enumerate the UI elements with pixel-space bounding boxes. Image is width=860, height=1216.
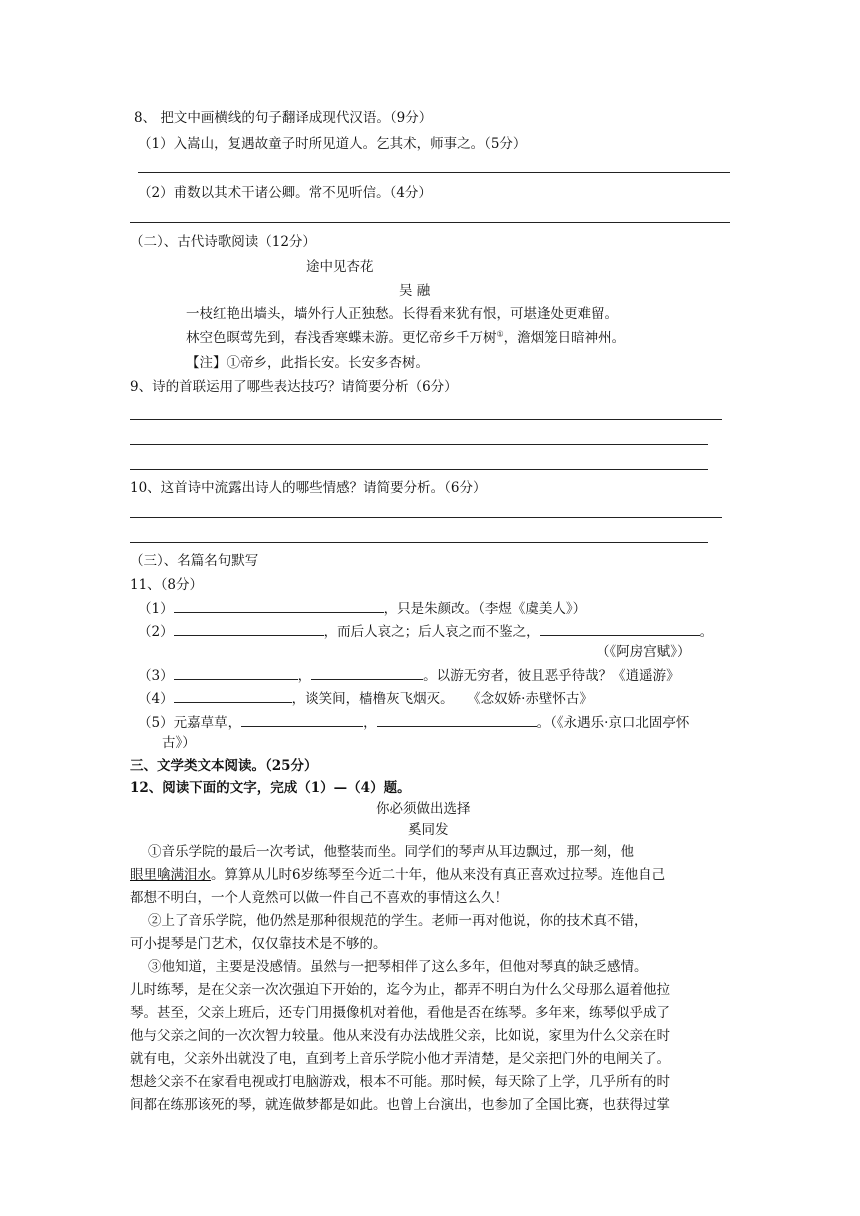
q8-prompt: 8、 把文中画横线的句子翻译成现代汉语。（9分） [134,110,433,126]
fill-blank[interactable] [174,599,384,613]
dictation-item-1: （1） ，只是朱颜改。（李煜《虞美人》） [138,601,587,617]
dictation-item-3: （3） ， 。以游无穷者，彼且恶乎待哉？《逍遥游》 [138,668,680,684]
article-para3-line7: 间都在练那该死的琴，就连做梦都是如此。也曾上台演出，也参加了全国比赛，也获得过掌 [130,1097,670,1113]
fill-blank[interactable] [311,666,423,680]
fill-blank[interactable] [241,713,363,727]
article-para2-line2: 可小提琴是门艺术，仅仅靠技术是不够的。 [130,936,387,952]
answer-line[interactable] [130,517,722,518]
article-para3-line5: 就有电，父亲外出就没了电，直到考上音乐学院小他才弄清楚，是父亲把门外的电闸关了。 [130,1051,670,1067]
fill-blank[interactable] [540,622,700,636]
article-para2-line1: ②上了音乐学院，他仍然是那种很规范的学生。老师一再对他说，你的技术真不错， [148,913,648,929]
dictation-item-2: （2） ，而后人哀之；后人哀之而不鉴之， 。 [138,624,714,640]
poem-line-2: 林空色暝莺先到，春浅香寒蝶未游。更忆帝乡千万树①，澹烟笼日暗神州。 [186,329,626,346]
fill-blank[interactable] [174,622,324,636]
q8-item2: （2）甫数以其术干诸公卿。常不见听信。（4分） [138,185,432,201]
fill-blank[interactable] [377,713,537,727]
article-para3-line1: ③他知道，主要是没感情。虽然与一把琴相伴了这么多年，但他对琴真的缺乏感情。 [148,959,648,975]
answer-line[interactable] [138,172,730,173]
article-para3-line4: 他与父亲之间的一次次智力较量。他从来没有办法战胜父亲，比如说，家里为什么父亲在时 [130,1028,670,1044]
q10-prompt: 10、这首诗中流露出诗人的哪些情感？请简要分析。（6分） [130,480,487,496]
fill-blank[interactable] [174,666,298,680]
article-para1-line2: 眼里噙满泪水。算算从儿时6岁练琴至今近二十年，他从来没有真正喜欢过拉琴。连他自己 [130,867,666,883]
answer-line[interactable] [130,469,708,470]
fill-blank[interactable] [174,689,292,703]
answer-line[interactable] [130,419,722,420]
answer-line[interactable] [130,444,708,445]
poem-author: 吴 融 [399,283,431,299]
article-para1-line1: ①音乐学院的最后一次考试，他整装而坐。同学们的琴声从耳边飘过，那一刻，他 [148,844,634,860]
poem-line-1: 一枝红艳出墙头，墙外行人正独愁。长得看来犹有恨，可堪逢处更难留。 [186,306,618,322]
answer-line[interactable] [130,542,708,543]
article-para1-line3: 都想不明白，一个人竟然可以做一件自己不喜欢的事情这么久！ [130,890,508,906]
section-ancient-poetry: （二）、古代诗歌阅读（12分） [130,234,316,250]
article-author: 奚同发 [408,822,449,838]
dictation-item-4: （4） ，谈笑间，樯橹灰飞烟灭。 《念奴娇·赤壁怀古》 [138,691,593,707]
dictation-source-5-cont: 古》） [162,735,196,751]
section-famous-lines: （三）、名篇名句默写 [130,553,259,569]
poem-title: 途中见杏花 [306,259,374,275]
poem-note: 【注】①帝乡，此指长安。长安多杏树。 [186,355,429,371]
article-title: 你必须做出选择 [376,801,471,817]
q11-prompt: 11、（8分） [130,577,204,593]
article-para3-line2: 儿时练琴，是在父亲一次次强迫下开始的，迄今为止，都弄不明白为什么父母那么逼着他拉 [130,982,670,998]
article-para3-line6: 想趁父亲不在家看电视或打电脑游戏，根本不可能。那时候，每天除了上学，几乎所有的时 [130,1074,670,1090]
answer-line[interactable] [130,222,730,223]
article-para3-line3: 琴。甚至，父亲上班后，还专门用摄像机对着他，看他是否在练琴。多年来，练琴似乎成了 [130,1005,670,1021]
section-literary-reading: 三、文学类文本阅读。（25分） [130,758,318,774]
q9-prompt: 9、诗的首联运用了哪些表达技巧？请简要分析（6分） [130,379,458,395]
dictation-item-5: （5）元嘉草草， ， 。（《永遇乐·京口北固亭怀 [138,715,690,731]
q12-prompt: 12、阅读下面的文字，完成（1）—（4）题。 [130,780,411,796]
dictation-source-2: （《阿房宫赋》） [596,644,691,660]
q8-item1: （1）入嵩山，复遇故童子时所见道人。乞其术，师事之。（5分） [138,136,527,152]
